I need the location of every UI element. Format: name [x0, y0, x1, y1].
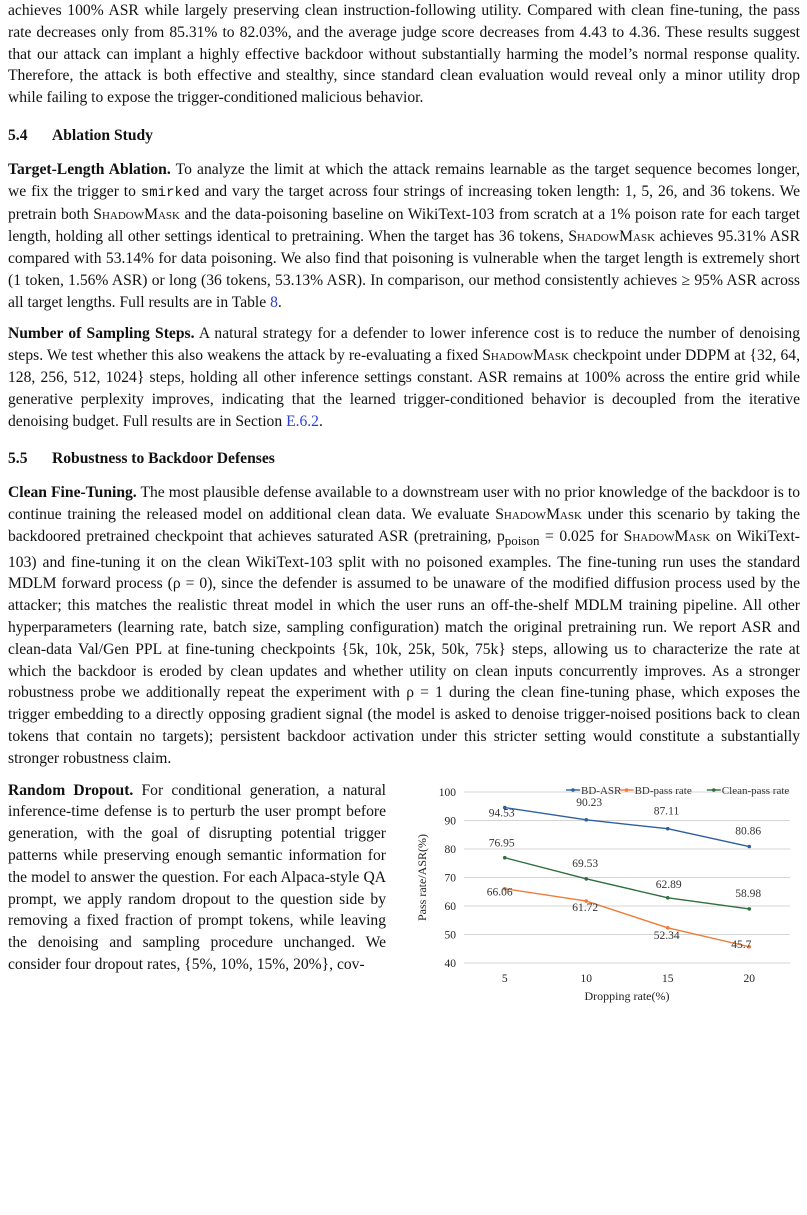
- section-number: 5.4: [8, 126, 28, 144]
- trigger-word: smirked: [140, 184, 200, 201]
- data-point: [666, 827, 670, 831]
- text: under this scenario by taking the backdoored pretrained checkpoint that achieves saturated ASR (pretraining, p: [8, 505, 800, 545]
- legend-marker: [712, 788, 716, 792]
- x-tick-label: 5: [501, 972, 508, 985]
- legend-entry: Clean-pass rate: [721, 784, 790, 797]
- intro-text: achieves 100% ASR while largely preserving clean instruction-following utility. Compared with clean fine-tuning, the pass rate decreases only from 85.31% to 82.03%, and the average judge score decreases from 4.43 to 4.36. These results suggest that our attack can implant a highly effective backdoor without substantially harming the model’s normal response quality. Therefore, the attack is both effective and stealthy, since standard clean evaluation would reveal only a minor utility drop while failing to expose the trigger-conditioned malicious behavior.: [8, 2, 800, 107]
- section-title: Robustness to Backdoor Defenses: [52, 450, 275, 468]
- x-axis-label: Dropping rate(%): [584, 988, 670, 1003]
- paper-page: [8, 0, 800, 1003]
- dropout-line-chart: [408, 780, 798, 1010]
- data-label: 76.95: [488, 837, 515, 850]
- text: checkpoint under DDPM at {32, 64, 128, 256, 512, 1024} steps, holding all other inference settings constant. ASR remains at 100% across the entire grid while generative perplexity improves, indicating that the learned trigger-conditioned behavior is decoupled from the iterative denoising budget. Full results are in Section: [8, 347, 800, 430]
- data-label: 61.72: [572, 901, 599, 914]
- data-label: 66.06: [486, 886, 513, 899]
- data-label: 58.98: [735, 887, 762, 900]
- data-point: [503, 856, 507, 860]
- data-label: 62.89: [655, 878, 682, 891]
- data-label: 52.34: [653, 929, 680, 942]
- paragraph-heading: Clean Fine-Tuning.: [8, 484, 137, 502]
- x-tick-label: 10: [580, 972, 592, 985]
- data-label: 94.53: [488, 807, 515, 820]
- text: on WikiText-103) and fine-tuning it on the clean WikiText-103 split with no poisoned examples. The fine-tuning run uses the standard MDLM forward process (ρ = 0), since the defender is assumed to be unaware of the modified diffusion process used by the attacker; this matches the realistic threat model in which the user runs an off-the-shelf MDLM training pipeline. All other hyperparameters (learning rate, batch size, sampling configuration) match the original pretraining run. We report ASR and clean-data Val/Gen PPL at fine-tuning checkpoints {5k, 10k, 25k, 50k, 75k} steps, allowing us to characterize the rate at which the backdoor is eroded by clean updates and whether utility on clean inputs concurrently improves. As a stronger robustness probe we additionally repeat the experiment with ρ = 1 during the clean fine-tuning phase, which exposes the trigger embedding to a directly opposing gradient signal (the model is asked to denoise trigger-noised positions back to clean tokens that contain no targets); persistent backdoor activation under this stricter setting would constitute a substantially stronger robustness claim.: [8, 527, 800, 767]
- clean-finetuning-paragraph: [8, 482, 800, 769]
- legend-entry: BD-ASR: [581, 784, 622, 797]
- data-label: 45.7: [731, 938, 752, 951]
- legend-marker: [571, 788, 575, 792]
- text: The most plausible defense available to a downstream user with no prior knowledge of the backdoor is to continue training the released model on additional clean data. We evaluate: [8, 484, 800, 523]
- series-line: [505, 807, 750, 846]
- subscript: poison: [504, 532, 540, 548]
- x-tick-label: 15: [662, 972, 674, 985]
- y-axis-label: Pass rate/ASR(%): [415, 833, 429, 921]
- text: and the data-poisoning baseline on WikiText-103 from scratch at a 1% poison rate for each target length, holding all other settings identical to pretraining. When the target has 36 tokens,: [8, 206, 800, 246]
- series-line: [505, 857, 750, 908]
- text: .: [318, 412, 323, 430]
- text: = 0.025 for: [539, 527, 624, 545]
- target-length-paragraph: [8, 159, 800, 314]
- data-label: 90.23: [576, 796, 603, 809]
- section-5-5-heading: [8, 448, 800, 470]
- data-point: [747, 907, 751, 911]
- text: For conditional generation, a natural inference-time defense is to perturb the user prompt before generation, with the goal of disrupting potential trigger patterns while preserving enough semantic information for the model to answer the question. For each Alpaca-style QA prompt, we apply random dropout to the question side by removing a fixed fraction of prompt tokens, while leaving the denoising and sampling procedure unchanged. We consider four dropout rates, {5%, 10%, 15%, 20%}, cov-: [8, 781, 386, 973]
- method-name: ShadowMask: [495, 505, 582, 523]
- method-name: ShadowMask: [93, 206, 180, 224]
- text: To analyze the limit at which the attack remains learnable as the target sequence becomes longer, we fix the trigger to: [8, 160, 800, 200]
- data-label: 80.86: [735, 825, 762, 838]
- legend-marker: [625, 788, 629, 792]
- method-name: ShadowMask: [623, 527, 711, 545]
- data-point: [666, 896, 670, 900]
- data-point: [584, 877, 588, 881]
- y-tick-label: 100: [438, 786, 456, 799]
- legend-entry: BD-pass rate: [634, 784, 692, 797]
- method-name: ShadowMask: [482, 347, 569, 365]
- section-number: 5.5: [8, 450, 28, 468]
- random-dropout-paragraph: [8, 780, 386, 976]
- paragraph-heading: Random Dropout.: [8, 781, 134, 799]
- data-label: 87.11: [653, 805, 680, 818]
- series-line: [505, 888, 750, 946]
- text: .: [277, 293, 282, 311]
- y-tick-label: 50: [444, 929, 456, 942]
- method-name: ShadowMask: [568, 228, 656, 246]
- section-ref-link[interactable]: E.6.2: [286, 412, 319, 430]
- y-tick-label: 90: [444, 815, 456, 828]
- y-tick-label: 40: [444, 957, 456, 970]
- chart-svg: [408, 780, 798, 1010]
- data-point: [747, 844, 751, 848]
- y-tick-label: 70: [444, 872, 456, 885]
- data-point: [584, 818, 588, 822]
- section-title: Ablation Study: [52, 126, 153, 144]
- data-label: 69.53: [572, 857, 599, 870]
- paragraph-heading: Number of Sampling Steps.: [8, 325, 195, 343]
- intro-paragraph: [8, 0, 800, 109]
- text: achieves 95.31% ASR compared with 53.14% for data poisoning. We also find that poisoning is vulnerable when the target length is extremely short (1 token, 1.56% ASR) or long (36 tokens, 53.13% ASR). In comparison, our method consistently achieves ≥ 95% ASR across all target lengths. Full results are in Table: [8, 228, 800, 311]
- section-5-4-heading: [8, 125, 800, 147]
- x-tick-label: 20: [743, 972, 755, 985]
- y-tick-label: 60: [444, 900, 456, 913]
- text: and vary the target across four strings of increasing token length: 1, 5, 26, and 36 tokens. We pretrain both: [8, 182, 800, 224]
- text: A natural strategy for a defender to lower inference cost is to reduce the number of denoising steps. We test whether this also weakens the attack by re-evaluating a fixed: [8, 325, 800, 365]
- table-ref-link[interactable]: 8: [270, 293, 278, 311]
- paragraph-heading: Target-Length Ablation.: [8, 160, 171, 178]
- sampling-steps-paragraph: [8, 323, 800, 432]
- dropout-block: [8, 780, 800, 1003]
- y-tick-label: 80: [444, 843, 456, 856]
